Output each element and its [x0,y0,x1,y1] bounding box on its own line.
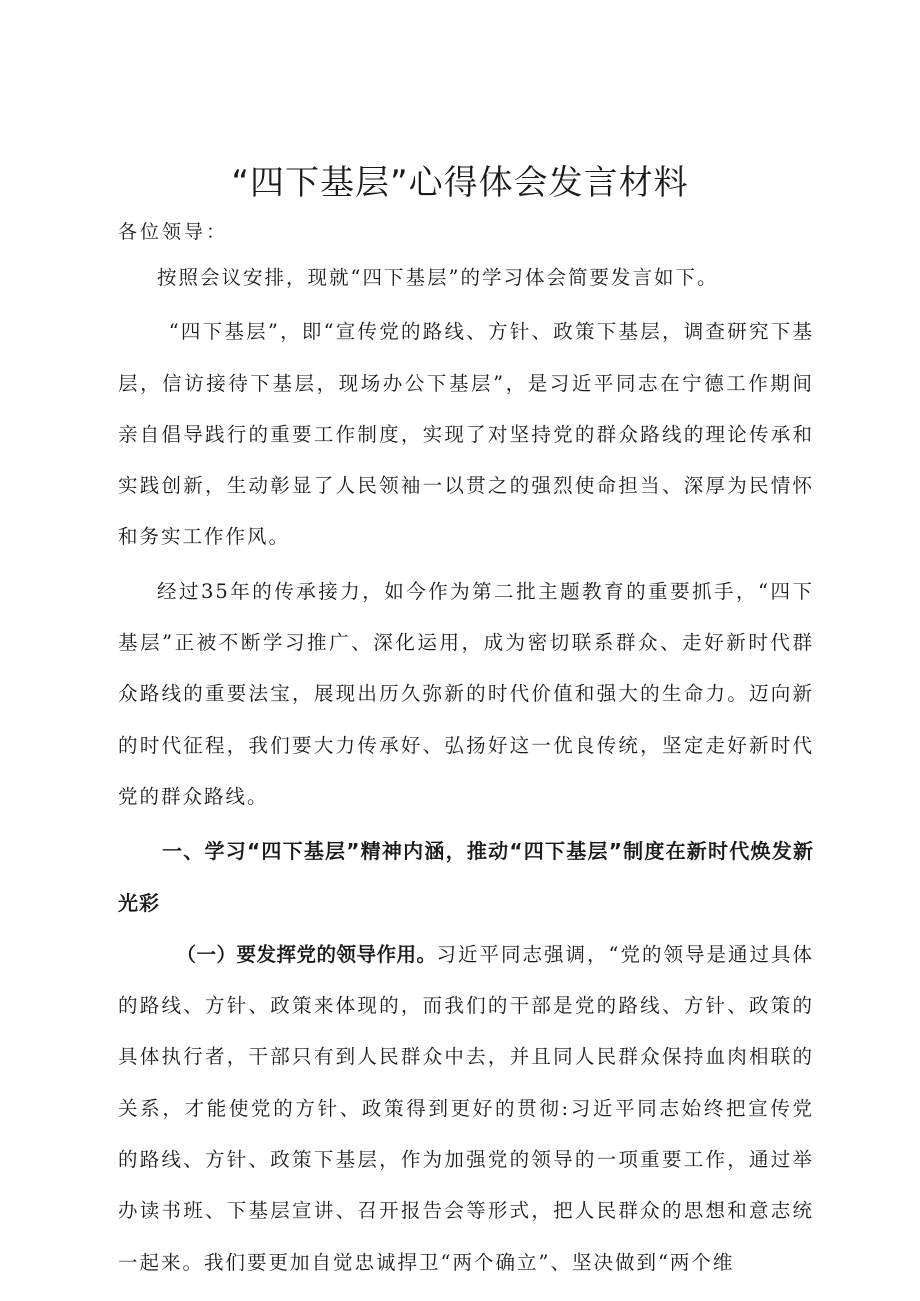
section-heading-1: 一、学习“四下基层”精神内涵，推动“四下基层”制度在新时代焕发新光彩 [118,839,814,915]
intro-paragraph: 按照会议安排，现就“四下基层”的学习体会简要发言如下。 [157,266,719,289]
context-paragraph: 经过35年的传承接力，如今作为第二批主题教育的重要抓手，“四下基层”正被不断学习推广、深化运用，成为密切联系群众、走好新时代群众路线的重要法宝，展现出历久弥新的时代价值和强大的生命力。迈向新的时代征程，我们要大力传承好、弘扬好这一优良传统，坚定走好新时代党的群众路线。 [118,579,814,808]
definition-paragraph: “四下基层”，即“宣传党的路线、方针、政策下基层，调查研究下基层，信访接待下基层，现场办公下基层”，是习近平同志在宁德工作期间亲自倡导践行的重要工作制度，实现了对坚持党的群众路线的理论传承和实践创新，生动彰显了人民领袖一以贯之的强烈使命担当、深厚为民情怀和务实工作作风。 [118,320,814,549]
document-title: “四下基层”心得体会发言材料 [231,163,689,203]
subsection-text: 习近平同志强调，“党的领导是通过具体的路线、方针、政策来体现的，而我们的干部是党的路线、方针、政策的具体执行者，干部只有到人民群众中去，并且同人民群众保持血肉相联的关系，才能使党的方针、政策得到更好的贯彻:习近平同志始终把宣传党的路线、方针、政策下基层，作为加强党的领导的一项重要工作，通过举办读书班、下基层宣讲、召开报告会等形式，把人民群众的思想和意志统一起来。我们要更加自觉忠诚捍卫“两个确立”、坚决做到“两个维 [118,942,814,1274]
subsection-lead: （一）要发挥党的领导作用。 [176,942,437,966]
subsection-paragraph-1 [118,929,814,1288]
document-body [118,252,814,1288]
salutation: 各位领导： [118,221,229,243]
